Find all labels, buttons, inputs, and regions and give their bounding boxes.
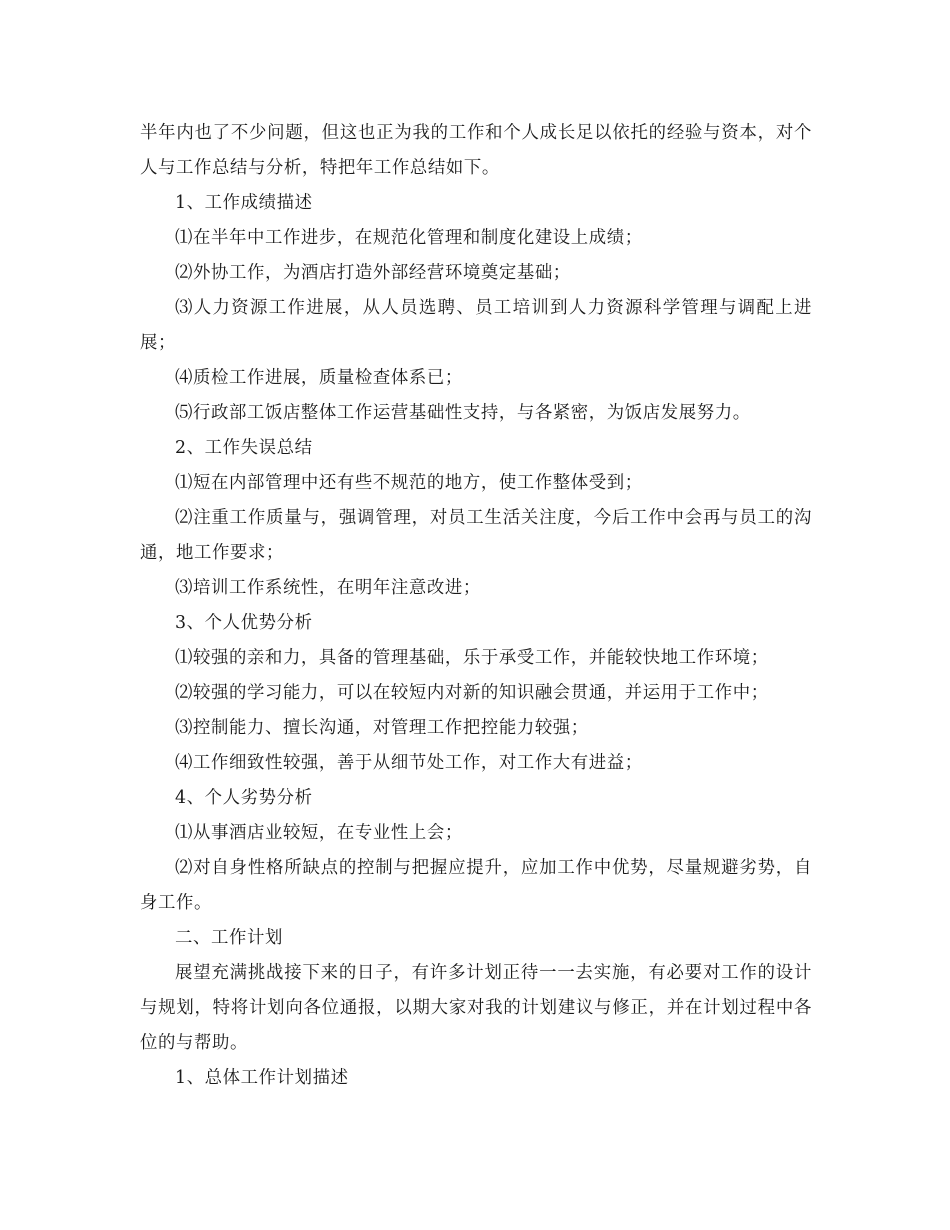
list-item: ⑴从事酒店业较短，在专业性上会； — [175, 823, 463, 843]
list-item: ⑶控制能力、擅长沟通，对管理工作把控能力较强； — [175, 718, 589, 738]
list-item: ⑵较强的学习能力，可以在较短内对新的知识融会贯通，并运用于工作中； — [175, 683, 769, 703]
section-heading-work-achievements: 1、工作成绩描述 — [175, 193, 313, 213]
section-heading-weaknesses: 4、个人劣势分析 — [175, 788, 313, 808]
list-item: ⑵对自身性格所缺点的控制与把握应提升，应加工作中优势，尽量规避劣势，自身工作。 — [140, 858, 812, 913]
paragraph-plan-intro: 展望充满挑战接下来的日子，有许多计划正待一一去实施，有必要对工作的设计与规划，特将计划向各位通报，以期大家对我的计划建议与修正，并在计划过程中各位的与帮助。 — [140, 963, 812, 1053]
list-item: ⑶培训工作系统性，在明年注意改进； — [175, 578, 481, 598]
list-item: ⑶人力资源工作进展，从人员选聘、员工培训到人力资源科学管理与调配上进展； — [140, 298, 812, 353]
section-heading-work-plan: 二、工作计划 — [175, 928, 283, 948]
list-item: ⑴较强的亲和力，具备的管理基础，乐于承受工作，并能较快地工作环境； — [175, 648, 769, 668]
list-item: ⑵外协工作，为酒店打造外部经营环境奠定基础； — [175, 263, 571, 283]
list-item: ⑴在半年中工作进步，在规范化管理和制度化建设上成绩； — [175, 228, 643, 248]
list-item: ⑵注重工作质量与，强调管理，对员工生活关注度，今后工作中会再与员工的沟通，地工作要求； — [140, 508, 812, 563]
paragraph-1: 半年内也了不少问题，但这也正为我的工作和个人成长足以依托的经验与资本，对个人与工作总结与分析，特把年工作总结如下。 — [140, 123, 812, 178]
section-heading-work-mistakes: 2、工作失误总结 — [175, 438, 313, 458]
list-item: ⑴短在内部管理中还有些不规范的地方，使工作整体受到； — [175, 473, 643, 493]
document-body — [140, 116, 812, 1096]
section-heading-overall-plan: 1、总体工作计划描述 — [175, 1068, 349, 1088]
list-item: ⑸行政部工饭店整体工作运营基础性支持，与各紧密，为饭店发展努力。 — [175, 403, 751, 423]
section-heading-strengths: 3、个人优势分析 — [175, 613, 313, 633]
list-item: ⑷质检工作进展，质量检查体系已； — [175, 368, 463, 388]
list-item: ⑷工作细致性较强，善于从细节处工作，对工作大有进益； — [175, 753, 643, 773]
